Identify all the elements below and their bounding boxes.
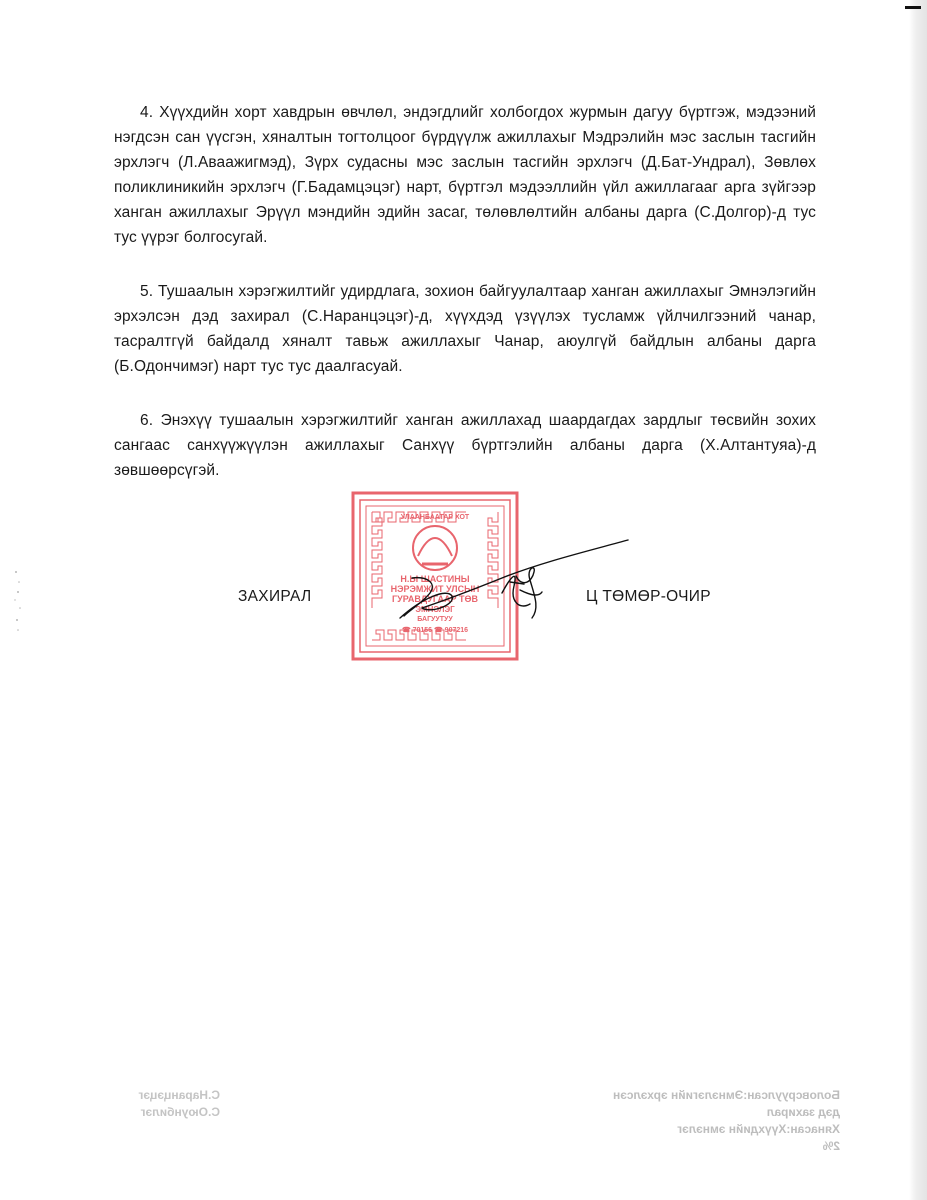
signatory-title: ЗАХИРАЛ <box>238 588 312 605</box>
svg-text:Н.Ы ШАСТИНЫ: Н.Ы ШАСТИНЫ <box>400 574 470 584</box>
document-body <box>114 100 816 483</box>
signatory-name: Ц ТӨМӨР-ОЧИР <box>586 588 711 605</box>
seal-city-text: УЛААНБААТАР ХОТ <box>400 514 470 521</box>
svg-text:☎ 70156 ☎ 907216: ☎ 70156 ☎ 907216 <box>401 627 469 634</box>
scan-corner-mark <box>905 6 921 9</box>
paragraph-6: 6. Энэхүү тушаалын хэрэгжилтийг ханган ажиллахад шаардагдах зардлыг төсвийн зохих сангаас санхүүжүүлэн ажиллахыг Санхүү бүртгэлийн албаны дарга (Х.Алтантуяа)-д зөвшөөрсүгэй. <box>114 412 816 479</box>
bleed-name: С.Оюунбилэг <box>140 1105 220 1119</box>
bleed-through-names <box>110 1087 220 1121</box>
bleed-line: Боловсруулсан:Эмнэлэгийн эрхэлсэн дэд захирал <box>613 1088 840 1119</box>
svg-text:ГУРАВДУГААР ТӨВ: ГУРАВДУГААР ТӨВ <box>392 594 478 604</box>
scan-margin-specks <box>6 568 26 638</box>
svg-text:ЭМНЭЛЭГ: ЭМНЭЛЭГ <box>415 605 455 614</box>
bleed-through-footer <box>600 1087 840 1155</box>
bleed-line: 2% <box>822 1139 840 1153</box>
handwritten-signature <box>392 538 632 628</box>
svg-text:НЭРЭМЖИТ УЛСЫН: НЭРЭМЖИТ УЛСЫН <box>390 584 480 594</box>
svg-text:БАГУУТУУ: БАГУУТУУ <box>417 616 453 623</box>
paragraph-5: 5. Тушаалын хэрэгжилтийг удирдлага, зохион байгуулалтаар ханган ажиллахыг Эмнэлэгийн эрхэлсэн дэд захирал (С.Наранцэцэг)-д, хүүхдэд үзүүлэх тусламж үйлчилгээний чанар, тасралтгүй байдалд хяналт тавьж ажиллахыг Чанар, аюулгүй байдлын албаны дарга (Б.Одончимэг) нарт тус тус даалгасуай. <box>114 283 816 375</box>
paragraph-4: 4. Хүүхдийн хорт хавдрын өвчлөл, эндэгдлийг холбогдох журмын дагуу бүртгэж, мэдээний нэгдсэн сан үүсгэн, хяналтын тогтолцоог бүрдүүлж ажиллахыг Мэдрэлийн мэс заслын тасгийн эрхлэгч (Л.Аваажигмэд), Зүрх судасны мэс заслын тасгийн эрхлэгч (Д.Бат-Ундрал), Зөвлөх поликлиникийн эрхлэгч (Г.Бадамцэцэг) нарт, бүртгэл мэдээллийн үйл ажиллагааг арга зүйгээр ханган ажиллахыг Эрүүл мэндийн эдийн засаг, төлөвлөлтийн албаны дарга (С.Долгор)-д тус тус үүрэг болгосугай. <box>114 104 816 246</box>
bleed-name: С.Наранцэцэг <box>138 1088 220 1102</box>
bleed-line: Хянасан:Хүүхдийн эмнэлэг <box>677 1122 840 1136</box>
